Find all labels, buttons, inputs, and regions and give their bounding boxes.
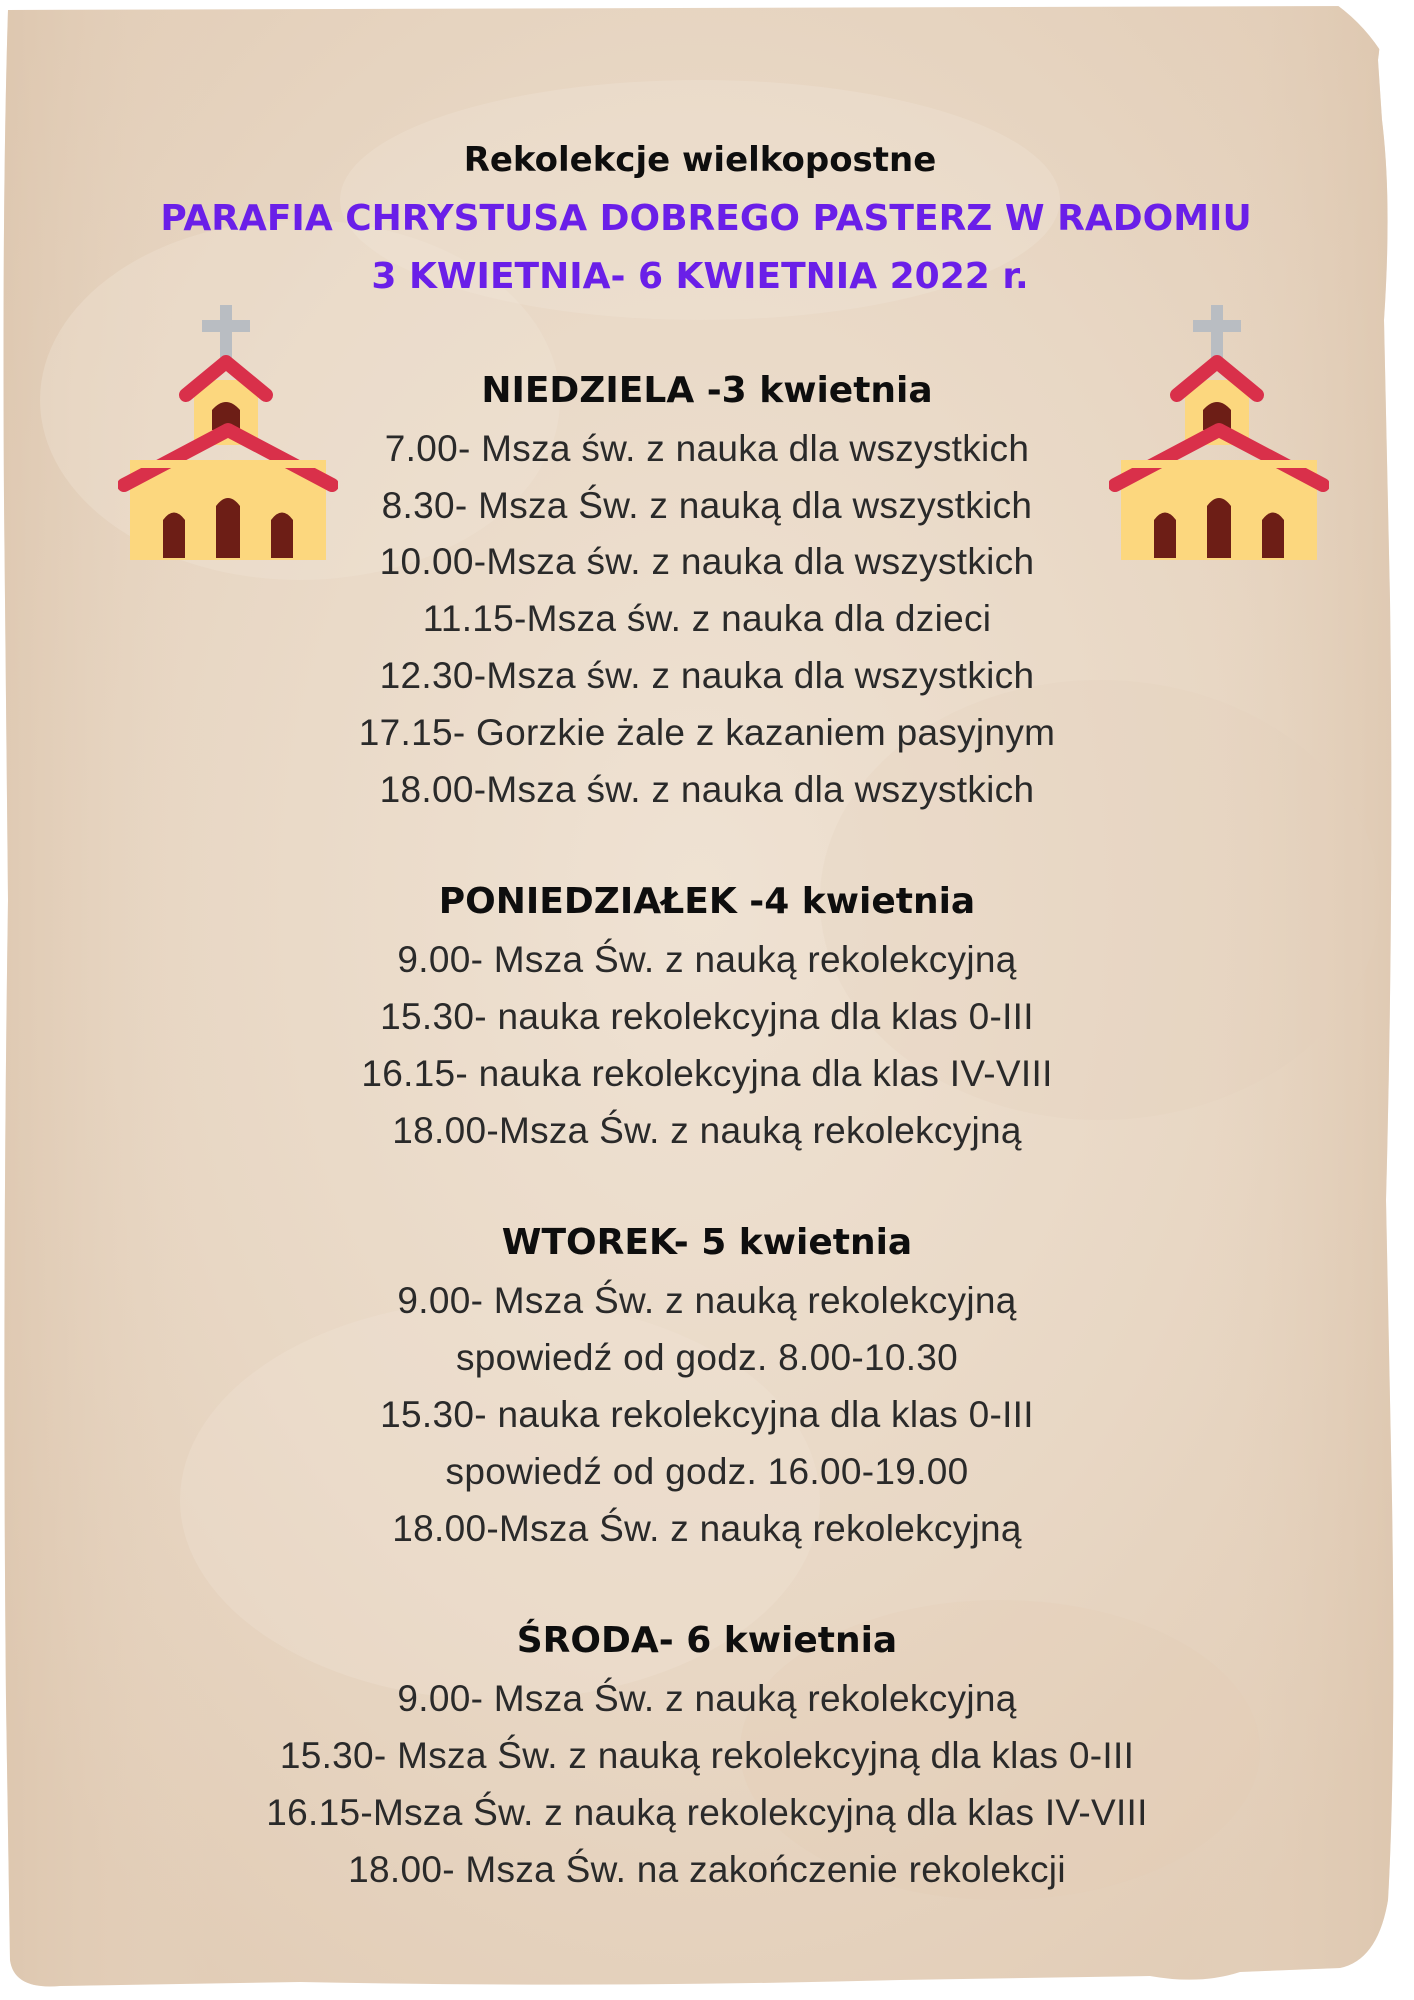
schedule-entry: 9.00- Msza Św. z nauką rekolekcyjną bbox=[397, 1280, 1017, 1321]
day-title-wednesday: ŚRODA- 6 kwietnia bbox=[516, 1620, 898, 1661]
header-title: Rekolekcje wielkopostne bbox=[463, 140, 937, 180]
schedule-entry: 9.00- Msza Św. z nauką rekolekcyjną bbox=[397, 939, 1017, 980]
schedule-entry: 17.15- Gorzkie żale z kazaniem pasyjnym bbox=[358, 712, 1056, 753]
schedule-entry: 10.00-Msza św. z nauka dla wszystkich bbox=[379, 541, 1035, 582]
schedule-entry: 16.15- nauka rekolekcyjna dla klas IV-VIII bbox=[361, 1053, 1053, 1094]
schedule-entry: 18.00-Msza Św. z nauką rekolekcyjną bbox=[392, 1508, 1022, 1549]
schedule-entry: 15.30- Msza Św. z nauką rekolekcyjną dla klas 0-III bbox=[279, 1735, 1135, 1776]
schedule-entry: 7.00- Msza św. z nauka dla wszystkich bbox=[384, 428, 1030, 469]
schedule-entry: 8.30- Msza Św. z nauką dla wszystkich bbox=[381, 485, 1033, 526]
schedule-entry: 15.30- nauka rekolekcyjna dla klas 0-III bbox=[380, 1394, 1034, 1435]
schedule-entry: 11.15-Msza św. z nauka dla dzieci bbox=[422, 598, 992, 639]
schedule-entry: 18.00-Msza Św. z nauką rekolekcyjną bbox=[392, 1110, 1022, 1151]
schedule-entry: spowiedź od godz. 8.00-10.30 bbox=[455, 1337, 959, 1378]
day-title-tuesday: WTOREK- 5 kwietnia bbox=[501, 1222, 913, 1263]
schedule-entry: 18.00-Msza św. z nauka dla wszystkich bbox=[379, 769, 1035, 810]
day-title-monday: PONIEDZIAŁEK -4 kwietnia bbox=[438, 881, 976, 922]
schedule-entry: 9.00- Msza Św. z nauką rekolekcyjną bbox=[397, 1678, 1017, 1719]
parish-name: PARAFIA CHRYSTUSA DOBREGO PASTERZ W RADOMIU bbox=[160, 198, 1252, 239]
schedule-entry: 18.00- Msza Św. na zakończenie rekolekcji bbox=[348, 1849, 1066, 1890]
schedule-entry: 12.30-Msza św. z nauka dla wszystkich bbox=[379, 655, 1035, 696]
schedule-entry: 15.30- nauka rekolekcyjna dla klas 0-III bbox=[380, 996, 1034, 1037]
day-title-sunday: NIEDZIELA -3 kwietnia bbox=[481, 370, 933, 411]
schedule-entry: 16.15-Msza Św. z nauką rekolekcyjną dla klas IV-VIII bbox=[266, 1792, 1148, 1833]
retreat-dates: 3 KWIETNIA- 6 KWIETNIA 2022 r. bbox=[371, 256, 1029, 297]
schedule-entry: spowiedź od godz. 16.00-19.00 bbox=[445, 1451, 969, 1492]
